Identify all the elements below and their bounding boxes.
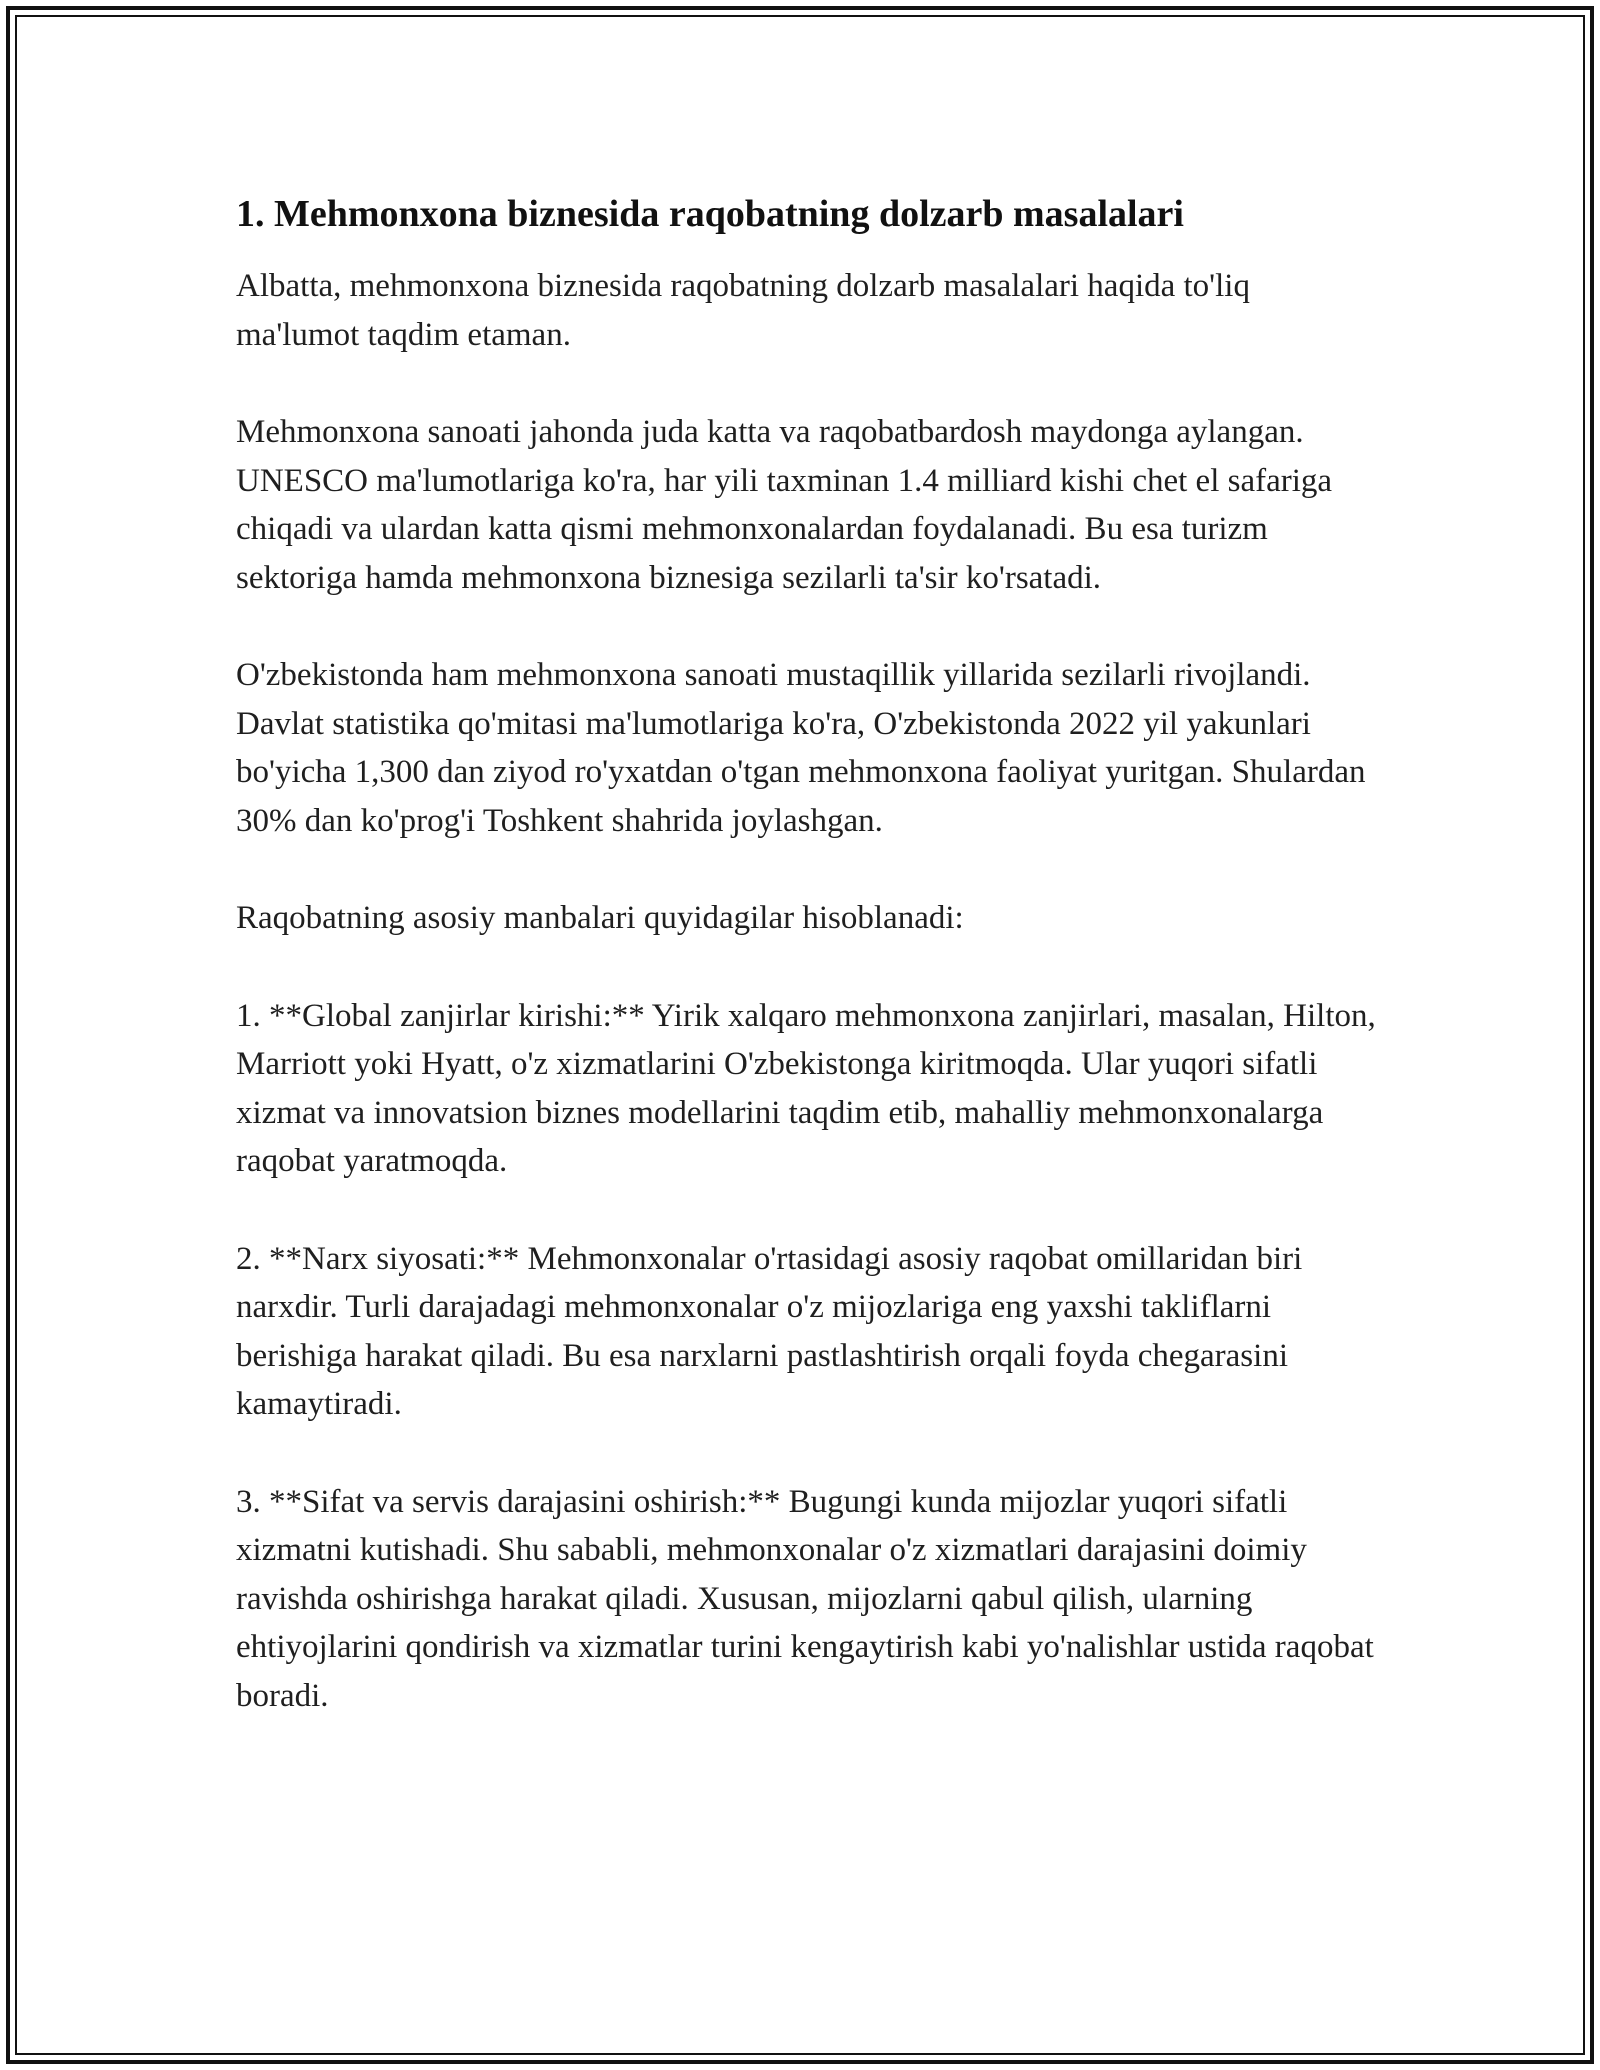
document-body — [236, 190, 1376, 1769]
paragraph-sources-heading: Raqobatning asosiy manbalari quyidagilar hisoblanadi: — [236, 900, 964, 936]
list-item-price-policy: 2. **Narx siyosati:** Mehmonxonalar o'rtasidagi asosiy raqobat omillaridan biri narxdir. Turli darajadagi mehmonxonalar o'z mijozlariga eng yaxshi takliflarni berishiga harakat qiladi. Bu esa narxlarni pastlashtirish orqali foyda chegarasini kamaytiradi. — [236, 1240, 1303, 1422]
paragraph-intro: Albatta, mehmonxona biznesida raqobatning dolzarb masalalari haqida to'liq ma'lumot taqdim etaman. — [236, 268, 1250, 353]
list-item-service-quality: 3. **Sifat va servis darajasini oshirish:** Bugungi kunda mijozlar yuqori sifatli xizmatni kutishadi. Shu sababli, mehmonxonalar o'z xizmatlari darajasini doimiy ravishda oshirishga harakat qiladi. Xususan, mijozlarni qabul qilish, ularning ehtiyojlarini qondirish va xizmatlar turini kengaytirish kabi yo'nalishlar ustida raqobat boradi. — [236, 1483, 1374, 1714]
paragraph-global-industry: Mehmonxona sanoati jahonda juda katta va raqobatbardosh maydonga aylangan. UNESCO ma'lumotlariga ko'ra, har yili taxminan 1.4 milliard kishi chet el safariga chiqadi va ulardan katta qismi mehmonxonalardan foydalanadi. Bu esa turizm sektoriga hamda mehmonxona biznesiga sezilarli ta'sir ko'rsatadi. — [236, 414, 1333, 596]
document-title: 1. Mehmonxona biznesida raqobatning dolzarb masalalari — [236, 193, 1184, 235]
paragraph-uzbekistan: O'zbekistonda ham mehmonxona sanoati mustaqillik yillarida sezilarli rivojlandi. Davlat statistika qo'mitasi ma'lumotlariga ko'ra, O'zbekistonda 2022 yil yakunlari bo'yicha 1,300 dan ziyod ro'yxatdan o'tgan mehmonxona faoliyat yuritgan. Shulardan 30% dan ko'prog'i Toshkent shahrida joylashgan. — [236, 657, 1366, 839]
list-item-global-chains: 1. **Global zanjirlar kirishi:** Yirik xalqaro mehmonxona zanjirlari, masalan, Hilton, Marriott yoki Hyatt, o'z xizmatlarini O'zbekistonga kiritmoqda. Ular yuqori sifatli xizmat va innovatsion biznes modellarini taqdim etib, mahalliy mehmonxonalarga raqobat yaratmoqda. — [236, 997, 1376, 1179]
